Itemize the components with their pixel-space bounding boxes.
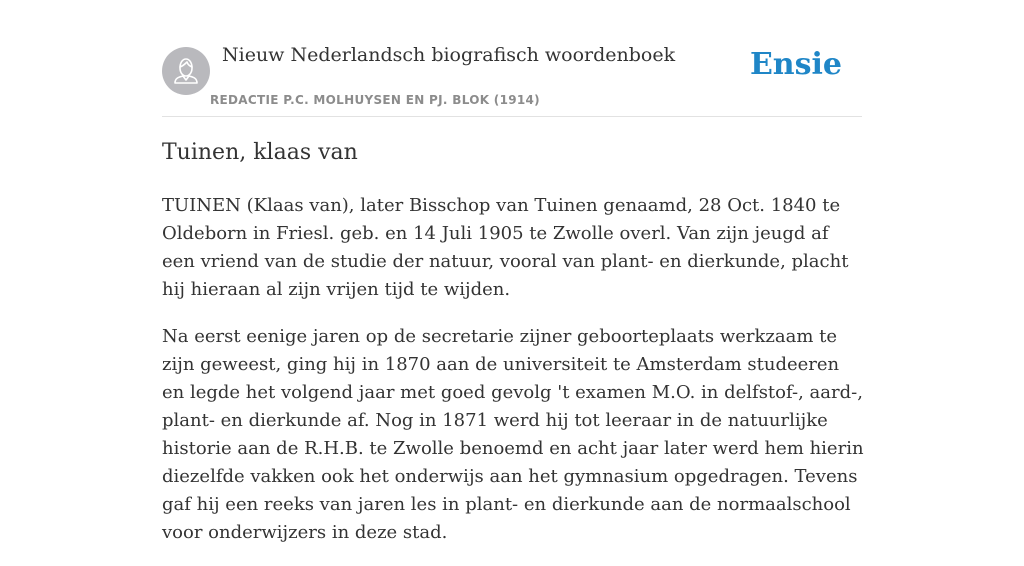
article-paragraph: Na eerst eenige jaren op de secretarie zijner geboorteplaats werkzaam te zijn geweest, ging hij in 1870 aan de universiteit te Amsterdam studeeren en legde het volgend jaar met goed gevolg 't examen M.O. in delfstof-, aard-, plant- en dierkunde af. Nog in 1871 werd hij tot leeraar in de natuurlijke historie aan de R.H.B. te Zwolle benoemd en acht jaar later werd hem hierin diezelfde vakken ook het onderwijs aan het gymnasium opgedragen. Tevens gaf hij een reeks van jaren les in plant- en dierkunde aan de normaalschool voor onderwijzers in deze stad. [162, 326, 864, 543]
ensie-logo[interactable]: Ensie [749, 47, 842, 82]
article-paragraph: TUINEN (Klaas van), later Bisschop van Tuinen genaamd, 28 Oct. 1840 te Oldeborn in Friesl. geb. en 14 Juli 1905 te Zwolle overl. Van zijn jeugd af een vriend van de studie der natuur, vooral van plant- en dierkunde, placht hij hieraan al zijn vrijen tijd te wijden. [162, 195, 849, 300]
article-body [162, 192, 867, 566]
article-title: Tuinen, klaas van [162, 140, 358, 165]
source-title[interactable]: Nieuw Nederlandsch biografisch woordenboek [222, 44, 676, 66]
source-editor: REDACTIE P.C. MOLHUYSEN EN PJ. BLOK (1914) [210, 93, 540, 107]
source-header [162, 0, 862, 117]
user-silhouette-icon[interactable] [162, 47, 210, 95]
